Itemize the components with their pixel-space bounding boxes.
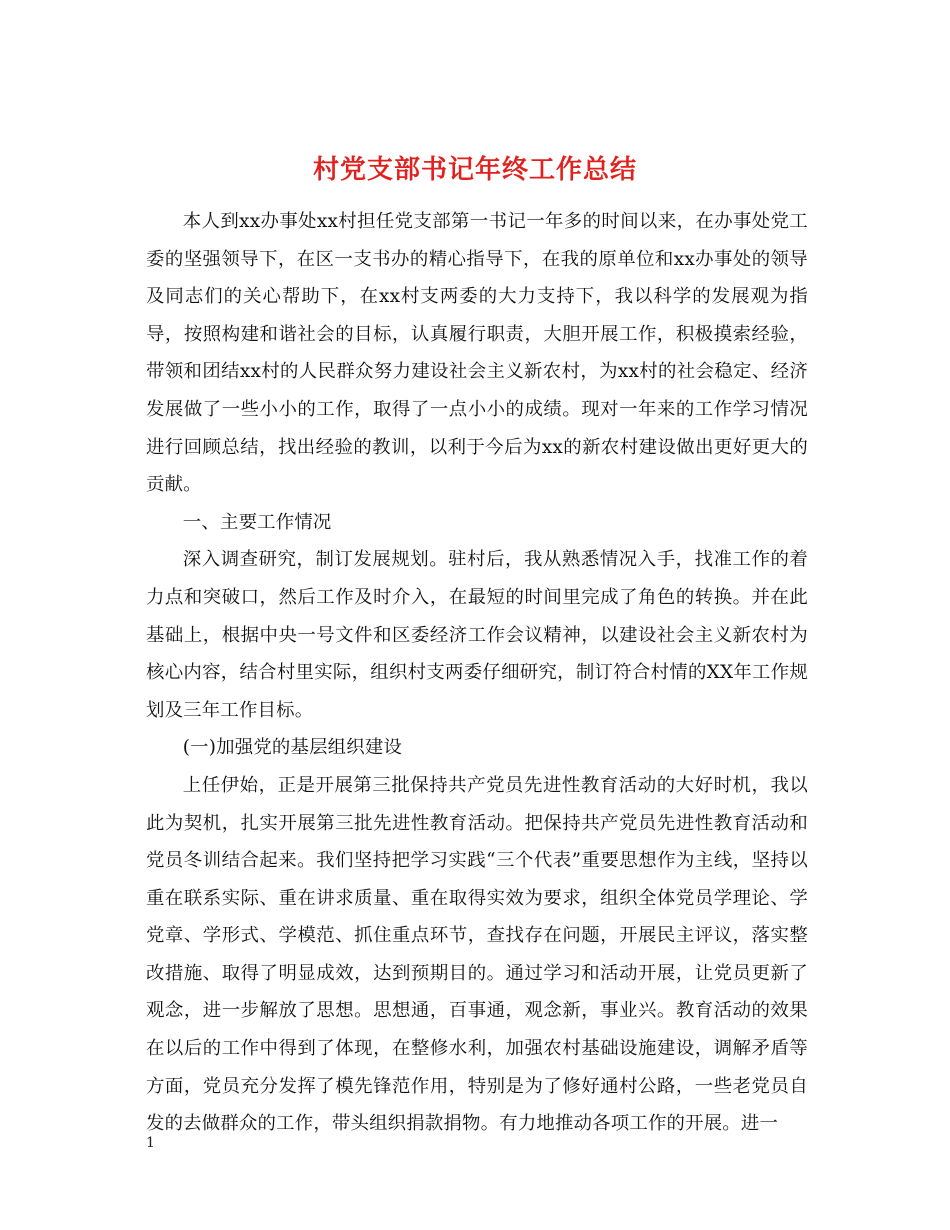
paragraph-education-activity: 上任伊始，正是开展第三批保持共产党员先进性教育活动的大好时机，我以此为契机，扎实开展第三批先进性教育活动。把保持共产党员先进性教育活动和党员冬训结合起来。我们坚持把学习实践“三个代表”重要思想作为主线，坚持以重在联系实际、重在讲求质量、重在取得实效为要求，组织全体党员学理论、学党章、学形式、学模范、抓住重点环节，查找存在问题，开展民主评议，落实整改措施、取得了明显成效，达到预期目的。通过学习和活动开展，让党员更新了观念，进一步解放了思想。思想通，百事通，观念新，事业兴。教育活动的效果在以后的工作中得到了体现，在整修水利，加强农村基础设施建设，调解矛盾等方面，党员充分发挥了模先锋范作用，特别是为了修好通村公路，一些老党员自发的去做群众的工作，带头组织捐款捐物。有力地推动各项工作的开展。进一	[146, 774, 808, 1135]
document-title: 村党支部书记年终工作总结	[312, 155, 637, 186]
page-number: 1	[146, 1135, 155, 1151]
paragraph-research-planning: 深入调查研究，制订发展规划。驻村后，我从熟悉情况入手，找准工作的着力点和突破口，然后工作及时介入，在最短的时间里完成了角色的转换。并在此基础上，根据中央一号文件和区委经济工作会议精神，以建设社会主义新农村为核心内容，结合村里实际，组织村支两委仔细研究，制订符合村情的XX年工作规划及三年工作目标。	[146, 549, 808, 721]
document-body	[146, 203, 808, 1143]
subsection-heading-party-organization: (一)加强党的基层组织建设	[182, 737, 403, 759]
section-heading-main-work: 一、主要工作情况	[182, 511, 332, 533]
paragraph-intro: 本人到xx办事处xx村担任党支部第一书记一年多的时间以来，在办事处党工委的坚强领导下，在区一支书办的精心指导下，在我的原单位和xx办事处的领导及同志们的关心帮助下，在xx村支两委的大力支持下，我以科学的发展观为指导，按照构建和谐社会的目标，认真履行职责，大胆开展工作，积极摸索经验，带领和团结xx村的人民群众努力建设社会主义新农村，为xx村的社会稳定、经济发展做了一些小小的工作，取得了一点小小的成绩。现对一年来的工作学习情况进行回顾总结，找出经验的教训，以利于今后为xx的新农村建设做出更好更大的贡献。	[146, 211, 808, 496]
